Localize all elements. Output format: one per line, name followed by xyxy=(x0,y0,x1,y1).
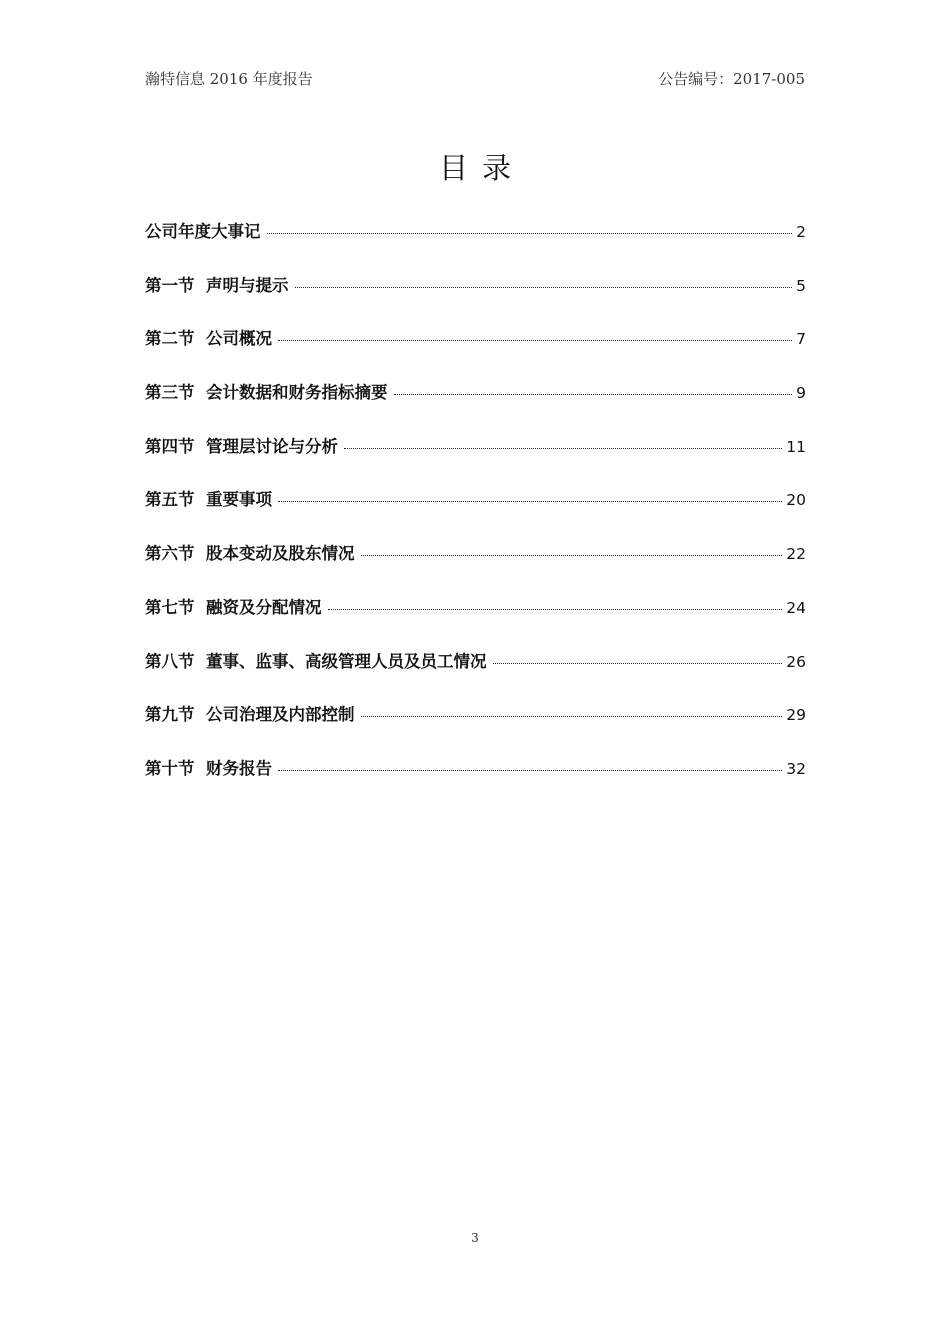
dot-leader xyxy=(278,340,792,341)
toc-entry-label: 第十节 财务报告 xyxy=(145,758,272,778)
toc-entry[interactable] xyxy=(145,379,806,433)
table-of-contents xyxy=(145,218,806,809)
toc-entry-page: 2 xyxy=(796,223,806,241)
toc-entry[interactable] xyxy=(145,701,806,755)
toc-entry[interactable] xyxy=(145,540,806,594)
dot-leader xyxy=(361,555,783,556)
dot-leader xyxy=(361,716,783,717)
toc-entry-page: 26 xyxy=(786,652,806,671)
toc-entry-label: 第九节 公司治理及内部控制 xyxy=(145,705,355,725)
dot-leader xyxy=(493,663,783,664)
toc-entry-label: 第二节 公司概况 xyxy=(145,329,272,349)
report-title-header: 瀚特信息 2016 年度报告 xyxy=(145,70,313,88)
toc-entry[interactable] xyxy=(145,648,806,702)
announcement-number: 公告编号：2017-005 xyxy=(658,70,805,88)
toc-entry[interactable] xyxy=(145,486,806,540)
toc-entry-page: 24 xyxy=(786,598,806,617)
toc-entry[interactable] xyxy=(145,272,806,326)
page-header xyxy=(145,68,805,90)
dot-leader xyxy=(344,448,782,449)
toc-entry-label: 第一节 声明与提示 xyxy=(145,275,289,295)
toc-title: 目录 xyxy=(438,151,525,185)
toc-entry-page: 11 xyxy=(786,437,806,456)
toc-entry-label: 第八节 董事、监事、高级管理人员及员工情况 xyxy=(145,651,487,671)
toc-entry-label: 第三节 会计数据和财务指标摘要 xyxy=(145,383,388,403)
toc-entry-label: 公司年度大事记 xyxy=(145,222,261,241)
dot-leader xyxy=(295,287,793,288)
dot-leader xyxy=(328,609,783,610)
toc-entry[interactable] xyxy=(145,218,806,272)
dot-leader xyxy=(278,770,782,771)
toc-entry-page: 32 xyxy=(786,759,806,778)
toc-entry-page: 29 xyxy=(786,706,806,725)
toc-entry[interactable] xyxy=(145,755,806,809)
dot-leader xyxy=(267,233,793,234)
toc-entry-page: 22 xyxy=(786,545,806,564)
toc-entry-page: 9 xyxy=(796,384,806,403)
toc-entry-page: 5 xyxy=(796,276,806,295)
toc-entry-page: 20 xyxy=(786,491,806,510)
toc-entry-label: 第五节 重要事项 xyxy=(145,490,272,510)
page-number: 3 xyxy=(471,1231,479,1245)
toc-entry-label: 第七节 融资及分配情况 xyxy=(145,597,322,617)
toc-entry-label: 第六节 股本变动及股东情况 xyxy=(145,544,355,564)
dot-leader xyxy=(278,501,782,502)
toc-entry[interactable] xyxy=(145,325,806,379)
toc-entry-label: 第四节 管理层讨论与分析 xyxy=(145,436,338,456)
toc-entry-page: 7 xyxy=(796,330,806,349)
toc-entry[interactable] xyxy=(145,433,806,487)
toc-entry[interactable] xyxy=(145,594,806,648)
dot-leader xyxy=(394,394,793,395)
